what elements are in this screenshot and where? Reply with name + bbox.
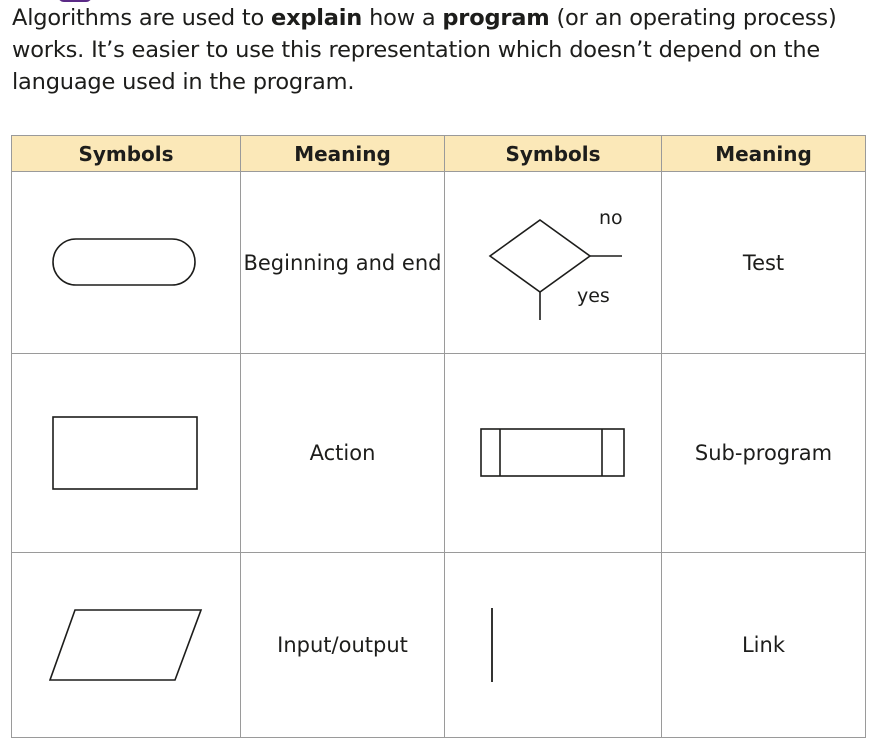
decision-yes-label: yes: [577, 284, 610, 307]
header-meaning-1: Meaning: [241, 136, 445, 172]
symbol-cell: [445, 553, 662, 738]
decision-diamond-icon: [478, 203, 628, 323]
link-line-icon: [487, 606, 497, 684]
symbol-cell: [12, 553, 241, 738]
meaning-cell: Input/output: [241, 553, 445, 738]
header-meaning-2: Meaning: [662, 136, 866, 172]
terminator-symbol-icon: [51, 235, 201, 291]
meaning-cell: Beginning and end: [241, 172, 445, 354]
symbol-cell: [445, 354, 662, 553]
symbol-cell: [445, 172, 662, 354]
intro-text-1: Algorithms are used to: [12, 5, 272, 31]
meaning-cell: Action: [241, 354, 445, 553]
meaning-cell: Link: [662, 553, 866, 738]
table-row: [12, 172, 866, 354]
intro-bold-explain: explain: [271, 5, 363, 31]
table-row: [12, 553, 866, 738]
intro-paragraph: [12, 2, 867, 98]
meaning-cell: Sub-program: [662, 354, 866, 553]
decision-no-label: no: [599, 206, 623, 229]
symbol-cell: [12, 172, 241, 354]
meaning-cell: Test: [662, 172, 866, 354]
header-symbols-1: Symbols: [12, 136, 241, 172]
symbol-cell: [12, 354, 241, 553]
header-symbols-2: Symbols: [445, 136, 662, 172]
intro-bold-program: program: [442, 5, 550, 31]
process-rectangle-icon: [51, 415, 201, 491]
subprogram-box-icon: [479, 427, 627, 479]
table-row: [12, 354, 866, 553]
intro-text-3: (or an operating process) works. It’s easier to use this representation which doesn’t depend on the language used in the program.: [12, 5, 837, 95]
input-output-parallelogram-icon: [49, 607, 203, 683]
flowchart-symbols-table: [11, 135, 866, 738]
table-header-row: [12, 136, 866, 172]
intro-text-2: how a: [362, 5, 443, 31]
